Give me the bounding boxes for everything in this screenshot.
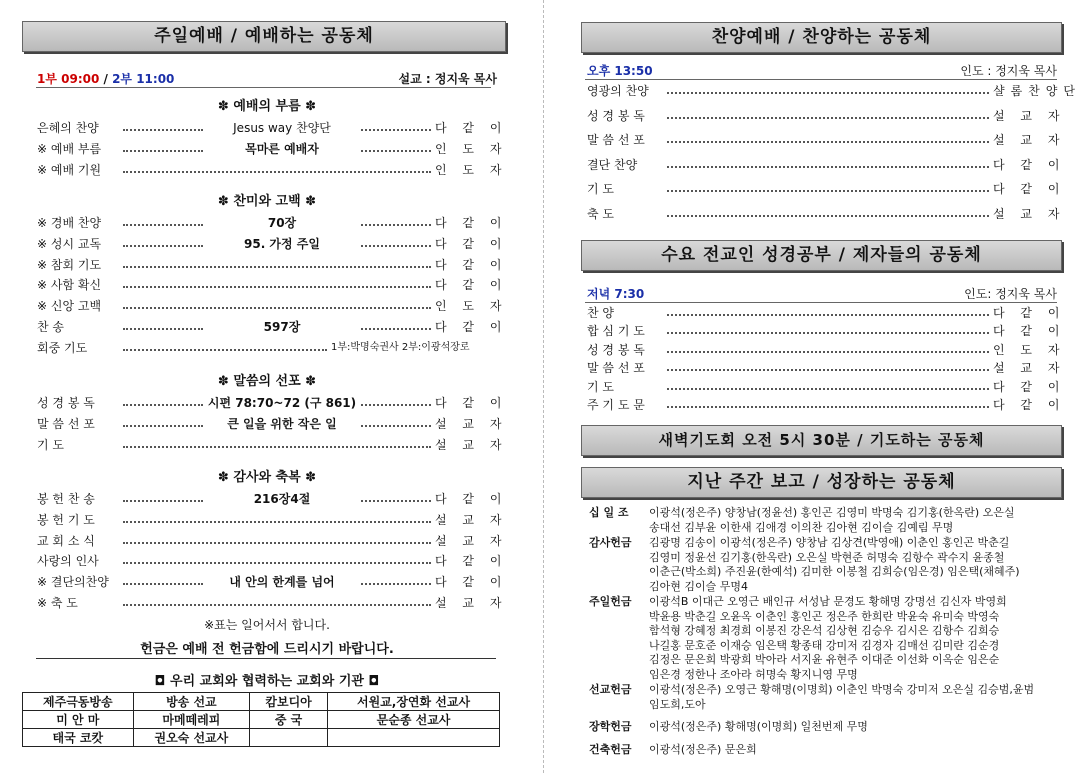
order-label: 말 씀 선 포 [37, 416, 95, 431]
leader-dots [667, 304, 989, 316]
leader-dots [667, 396, 989, 408]
report-names: 임은경 정한나 조아라 허명숙 황지니영 무명 [649, 667, 858, 681]
order-label: ※ 신앙 고백 [37, 299, 102, 314]
order-leader: 설 교 자 [993, 207, 1066, 221]
order-label: 축 도 [587, 207, 614, 221]
order-item: 597장 [263, 320, 301, 334]
order-row [587, 341, 1066, 359]
wednesday-time: 저녁 7:30 [587, 287, 645, 301]
order-leader: 다 같 이 [435, 236, 508, 251]
time-line [37, 70, 497, 88]
leader-dots [667, 82, 989, 94]
order-row [37, 552, 508, 570]
leader-dots [667, 156, 989, 168]
order-label: ※ 예배 부름 [37, 141, 102, 156]
order-item: 216장4절 [253, 492, 311, 506]
order-label: ※ 경배 찬양 [37, 216, 102, 230]
leader-dots [123, 552, 431, 564]
order-leader: 다 같 이 [435, 575, 508, 590]
wednesday-leader: 인도: 정지욱 목사 [964, 287, 1057, 301]
leader-dots [361, 490, 431, 502]
sermon-preacher: 설교 : 정지욱 목사 [398, 72, 497, 86]
order-row [37, 140, 508, 158]
order-leader: 인 도 자 [435, 141, 508, 156]
report-names: 김정은 문은희 박광희 박아라 서지윤 유현주 이대준 이선화 이옥순 임은순 [649, 653, 1000, 666]
standing-note: ※표는 일어서서 합니다. [204, 618, 330, 632]
leader-dots [123, 276, 431, 288]
order-row [587, 180, 1066, 198]
order-leader: 다 같 이 [435, 216, 508, 230]
order-row [587, 304, 1066, 322]
left-page [22, 0, 512, 773]
leader-dots [667, 322, 989, 334]
partner-cell [250, 729, 328, 747]
order-leader: 다 같 이 [435, 396, 508, 410]
leader-dots [667, 359, 989, 371]
wednesday-header [581, 240, 1062, 271]
leader-dots [123, 511, 431, 523]
leader-dots [667, 107, 989, 119]
order-label: 영광의 찬양 [587, 84, 649, 98]
report-names: 이춘근(박소희) 주진윤(한예석) 김미한 이봉철 김희승(임은경) 임은택(채혜주) [649, 565, 1020, 578]
dawn-prayer-header [581, 425, 1062, 456]
order-row [37, 436, 508, 454]
time-underline [36, 87, 491, 88]
order-row [37, 161, 508, 179]
order-row [37, 532, 508, 550]
order-leader: 다 같 이 [993, 306, 1066, 320]
order-label: ※ 사함 확신 [37, 278, 102, 293]
order-label: 교 회 소 식 [37, 533, 95, 548]
leader-dots [361, 573, 431, 585]
report-category: 십 일 조 [589, 506, 629, 519]
order-item: 95. 가정 주일 [244, 236, 320, 251]
order-row [587, 82, 1081, 100]
order-label: 말 씀 선 포 [587, 361, 645, 376]
order-row [37, 235, 508, 253]
order-item: 목마른 예배자 [245, 141, 319, 156]
order-leader: 설 교 자 [435, 533, 508, 548]
partner-cell: 제주극동방송 [23, 693, 134, 711]
order-row [37, 490, 508, 508]
leader-dots [667, 131, 989, 143]
partner-cell: 방송 선교 [133, 693, 249, 711]
order-row [37, 394, 508, 412]
order-label: 성 경 봉 독 [587, 108, 645, 123]
order-item: 70장 [267, 216, 297, 230]
order-row [587, 205, 1066, 223]
section-title: ✽ 말씀의 선포 ✽ [217, 374, 317, 389]
leader-dots [667, 180, 989, 192]
praise-time: 오후 13:50 [587, 64, 653, 78]
praise-worship-header [581, 22, 1062, 53]
order-leader: 다 같 이 [435, 320, 508, 334]
partners-title: ◘ 우리 교회와 협력하는 교회와 기관 ◘ [154, 674, 380, 689]
leader-dots [361, 214, 431, 226]
leader-dots [361, 119, 431, 131]
order-leader: 설 교 자 [435, 416, 508, 431]
praise-underline [585, 79, 1057, 80]
partner-row [23, 711, 500, 729]
report-names: 나길홍 문호준 이재승 임은택 황종태 강미저 김경자 김매선 김미란 김순경 [649, 638, 1000, 652]
leader-dots [123, 594, 431, 606]
order-label: 기 도 [587, 379, 614, 394]
report-names: 이광석(정은주) 양창남(정윤선) 홍인곤 김영미 박명숙 김기홍(한옥란) 오은실 [649, 506, 1015, 519]
partner-cell: 권오숙 선교사 [133, 729, 249, 747]
leader-dots [123, 490, 203, 502]
order-leader: 인 도 자 [435, 162, 508, 177]
order-row [37, 594, 508, 612]
order-row [587, 156, 1066, 174]
leader-dots [123, 318, 203, 330]
weekly-report-header [581, 467, 1062, 498]
report-names: 임도희,도아 [649, 697, 706, 711]
leader-dots [123, 235, 203, 247]
order-leader: 다 같 이 [993, 398, 1066, 412]
order-leader: 샬롬찬양단 [993, 84, 1081, 98]
order-label: 주 기 도 문 [587, 398, 645, 412]
time-separator: / [99, 72, 113, 86]
page-divider [543, 0, 544, 773]
report-names: 김광명 김송이 이광석(정은주) 양창남 김상견(박영애) 이춘인 홍인곤 박춘길 [649, 536, 1010, 549]
order-label: ※ 결단의찬양 [37, 575, 109, 590]
leader-dots [123, 214, 203, 226]
report-category: 장학헌금 [589, 720, 632, 733]
leader-dots [361, 415, 431, 427]
report-names: 김영미 정윤선 김기홍(한옥란) 오은실 박현준 허명숙 김항수 곽수지 윤종철 [649, 550, 1005, 564]
leader-dots [123, 394, 203, 406]
partner-cell: 문순종 선교사 [328, 711, 500, 729]
order-label: ※ 참회 기도 [37, 257, 102, 272]
order-label: ※ 예배 기원 [37, 162, 102, 177]
leader-dots [123, 161, 431, 173]
order-row [37, 276, 508, 294]
section-title: ✽ 감사와 축복 ✽ [217, 470, 317, 485]
praise-worship-title: 찬양예배 / 찬양하는 공동체 [711, 27, 932, 47]
leader-dots [123, 532, 431, 544]
section-title: ✽ 찬미와 고백 ✽ [217, 194, 317, 209]
leader-dots [361, 235, 431, 247]
order-label: 결단 찬양 [587, 157, 638, 172]
order-row [587, 378, 1066, 396]
dawn-prayer-title: 새벽기도회 오전 5시 30분 / 기도하는 공동체 [658, 431, 985, 449]
wednesday-title: 수요 전교인 성경공부 / 제자들의 공동체 [661, 245, 982, 265]
report-category: 선교헌금 [589, 683, 632, 696]
order-label: 기 도 [587, 182, 614, 197]
order-row [37, 339, 497, 357]
order-label: 말 씀 선 포 [587, 133, 645, 148]
leader-dots [667, 341, 989, 353]
order-label: 회중 기도 [37, 340, 88, 355]
partner-cell: 서원교,장연화 선교사 [328, 693, 500, 711]
order-row [37, 297, 508, 315]
order-row [37, 573, 508, 591]
leader-dots [123, 256, 431, 268]
order-label: 찬 양 [587, 306, 614, 320]
order-leader: 다 같 이 [435, 554, 508, 569]
order-label: 봉 헌 찬 송 [37, 492, 95, 506]
order-label: 성 경 봉 독 [587, 342, 645, 357]
order-row [587, 322, 1066, 340]
leader-dots [123, 119, 203, 131]
praise-leader: 인도 : 정지욱 목사 [960, 64, 1057, 78]
order-row [37, 119, 508, 137]
leader-dots [361, 318, 431, 330]
report-category: 감사헌금 [589, 536, 632, 549]
sunday-worship-title: 주일예배 / 예배하는 공동체 [154, 26, 374, 46]
weekly-report-title: 지난 주간 보고 / 성장하는 공동체 [687, 472, 956, 492]
report-names: 이광석B 이대근 오영근 배인규 서성남 문경도 황해명 강명선 김신자 박영희 [649, 595, 1007, 608]
report-names: 이광석(정은주) 황해명(이명희) 일천번제 무명 [649, 720, 868, 733]
order-item: 시편 78:70~72 (구 861) [207, 396, 357, 410]
order-leader: 다 같 이 [435, 278, 508, 293]
notes-divider [36, 658, 496, 659]
partner-cell: 캄보디아 [250, 693, 328, 711]
leader-dots [123, 339, 327, 351]
leader-dots [123, 415, 203, 427]
wednesday-underline [585, 302, 1057, 303]
wednesday-time-line [587, 285, 1057, 303]
order-label: ※ 축 도 [37, 596, 78, 610]
partner-cell: 태국 코캇 [23, 729, 134, 747]
report-names: 송대선 김부윤 이한새 김애경 이의찬 김아현 김이슬 김예림 무명 [649, 520, 954, 534]
order-leader: 인 도 자 [993, 342, 1066, 357]
order-row [37, 415, 508, 433]
order-row [37, 214, 508, 232]
order-row [587, 396, 1066, 414]
order-leader: 다 같 이 [435, 121, 508, 135]
order-label: 기 도 [37, 437, 64, 452]
order-label: 합 심 기 도 [587, 324, 645, 339]
leader-dots [667, 378, 989, 390]
order-item: 큰 일을 위한 작은 일 [227, 416, 337, 431]
order-leader: 인 도 자 [435, 299, 508, 314]
order-leader: 다 같 이 [993, 182, 1066, 197]
partner-cell [328, 729, 500, 747]
order-leader: 다 같 이 [993, 157, 1066, 172]
praise-time-line [587, 62, 1057, 80]
partner-cell: 마메떼레피 [133, 711, 249, 729]
order-label: ※ 성시 교독 [37, 236, 102, 251]
right-page [581, 0, 1081, 773]
leader-dots [123, 436, 431, 448]
order-leader: 설 교 자 [993, 133, 1066, 148]
order-leader: 다 같 이 [435, 492, 508, 506]
order-label: 봉 헌 기 도 [37, 512, 95, 527]
leader-dots [123, 573, 203, 585]
service-time-1: 1부 09:00 [37, 72, 100, 86]
order-item: Jesus way 찬양단 [233, 121, 331, 135]
report-category: 건축헌금 [589, 742, 632, 756]
order-leader: 설 교 자 [993, 361, 1066, 376]
sunday-worship-header [22, 21, 506, 52]
order-leader: 설 교 자 [435, 596, 508, 610]
service-time-2: 2부 11:00 [112, 72, 175, 86]
leader-dots [361, 394, 431, 406]
partner-cell: 중 국 [250, 711, 328, 729]
partner-cell: 미 안 마 [23, 711, 134, 729]
report-names: 이광석(정은주) 오영근 황해명(이명희) 이춘인 박명숙 강미저 오은실 김승범,윤범 [649, 683, 1035, 696]
order-label: 사랑의 인사 [37, 554, 99, 569]
order-row [37, 256, 508, 274]
report-category: 주일헌금 [589, 595, 632, 608]
leader-dots [123, 297, 431, 309]
order-row [587, 107, 1066, 125]
leader-dots [361, 140, 431, 152]
order-leader: 설 교 자 [435, 512, 508, 527]
order-leader: 다 같 이 [435, 257, 508, 272]
order-leader: 1부:박명숙권사 2부:이광석장로 [331, 341, 470, 353]
leader-dots [667, 205, 989, 217]
section-title: ✽ 예배의 부름 ✽ [217, 99, 317, 114]
order-row [587, 359, 1066, 377]
partner-row [23, 693, 500, 711]
report-names: 박윤용 박춘길 오윤옥 이춘인 홍인곤 정은주 한희란 박윤숙 유미숙 박영숙 [649, 609, 1000, 623]
order-row [37, 318, 508, 336]
order-label: 성 경 봉 독 [37, 396, 95, 410]
order-leader: 다 같 이 [993, 379, 1066, 394]
report-names: 김아현 김이슬 무명4 [649, 579, 748, 593]
leader-dots [123, 140, 203, 152]
order-row [587, 131, 1066, 149]
order-leader: 설 교 자 [993, 108, 1066, 123]
report-names: 이광석(정은주) 문은희 [649, 742, 757, 756]
order-row [37, 511, 508, 529]
order-leader: 설 교 자 [435, 437, 508, 452]
order-item: 내 안의 한계를 넘어 [229, 575, 335, 590]
report-names: 함석형 강혜정 최경희 이봉진 강은석 김상현 김승우 김시은 김항수 김희승 [649, 624, 1000, 637]
order-label: 찬 송 [37, 320, 64, 334]
partner-row [23, 729, 500, 747]
offering-note: 헌금은 예배 전 헌금함에 드리시기 바랍니다. [140, 642, 394, 657]
partners-table [22, 692, 500, 747]
order-label: 은혜의 찬양 [37, 121, 99, 135]
order-leader: 다 같 이 [993, 324, 1066, 339]
